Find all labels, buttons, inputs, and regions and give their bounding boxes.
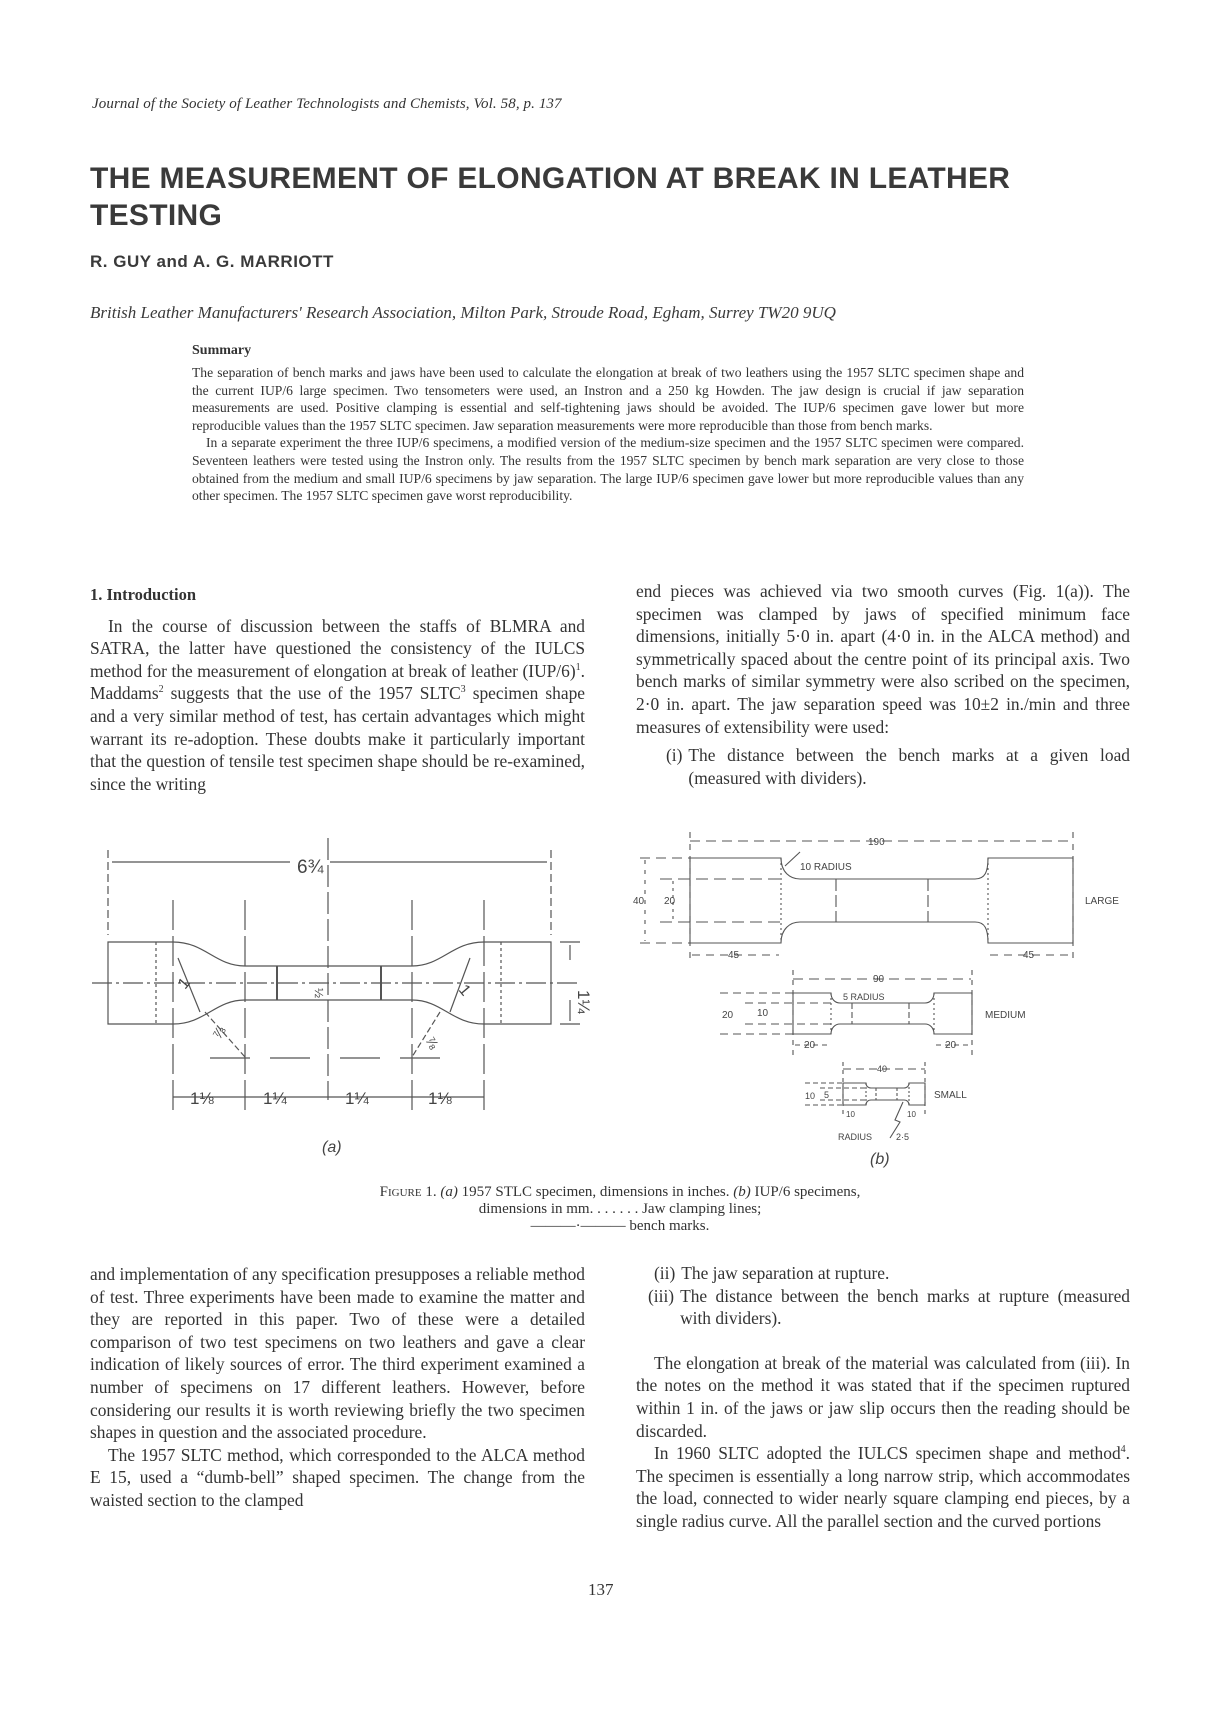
large-radius: 10 RADIUS	[800, 862, 852, 873]
figure-1a-label: (a)	[322, 1139, 342, 1156]
authors	[90, 252, 334, 272]
medium-waist: 10	[757, 1008, 769, 1019]
small-label: SMALL	[934, 1090, 967, 1101]
method-paragraph: end pieces was achieved via two smooth curves (Fig. 1(a)). The specimen was clamped by jaws of specified minimum face dimensions, initially 5·0 in. apart (4·0 in. in the ALCA method) and symmetrically spaced about the centre point of its principal axis. Two bench marks of similar symmetry were also scribed on the specimen, 2·0 in. apart. The jaw separation speed was 10±2 in./min and three measures of extensibility were used:	[636, 581, 1130, 737]
method-text: . The specimen is essentially a long narrow strip, which accommodates the load, connected to wider nearly square clamping end pieces, by a single radius curve. All the parallel section and the curved portions	[636, 1443, 1130, 1531]
author-2: A. G. MARRIOTT	[192, 252, 334, 271]
dim-segment-3: 1¼	[345, 1089, 369, 1108]
medium-length: 90	[873, 974, 885, 985]
summary	[192, 364, 1024, 505]
dim-radius-inner-right: ⅞	[422, 1033, 443, 1052]
small-width: 10	[805, 1091, 816, 1101]
small-radius-value: 2·5	[896, 1132, 910, 1142]
intro-text: In the course of discussion between the staffs of BLMRA and SATRA, the latter have questioned the consistency of the IULCS method for the measurement of elongation at break of leather (IUP/6)	[90, 615, 585, 681]
method-paragraph-2: The elongation at break of the material was calculated from (iii). In the notes on the method it was stated that if the specimen ruptured within 1 in. of the jaws or jaw slip occurs then the reading should be discarded.	[636, 1352, 1130, 1441]
intro-text: suggests that the use of the 1957 SLTC	[163, 683, 461, 704]
large-end-right: 45	[1023, 950, 1035, 961]
large-width: 40	[633, 896, 645, 907]
large-label: LARGE	[1085, 896, 1119, 907]
method-text: In 1960 SLTC adopted the IULCS specimen shape and method	[654, 1443, 1121, 1464]
left-column-top	[90, 584, 585, 795]
medium-end-right: 20	[945, 1040, 957, 1051]
figure-1b-drawing	[640, 832, 1073, 1138]
large-waist: 20	[664, 896, 676, 907]
caption-prefix: Figure 1.	[379, 1184, 437, 1200]
dim-end-width: 1¼	[574, 990, 593, 1014]
dim-segment-1: 1⅛	[190, 1089, 214, 1108]
dim-radius-outer-right: 1	[454, 981, 474, 1000]
list-item	[654, 1262, 1130, 1285]
large-length: 190	[868, 837, 885, 848]
small-end-right: 10	[907, 1110, 916, 1119]
right-column-bottom	[636, 1262, 1130, 1533]
caption-text-b: IUP/6 specimens, dimensions in mm. . . . . . . Jaw clamping lines;	[478, 1184, 861, 1217]
section-heading-introduction: 1. Introduction	[90, 585, 197, 604]
small-radius-label: RADIUS	[838, 1132, 873, 1142]
method-paragraph-3	[636, 1442, 1130, 1532]
reference-4[interactable]: 4	[1120, 1444, 1126, 1456]
large-end-left: 45	[728, 950, 740, 961]
reference-3[interactable]: 3	[460, 684, 466, 696]
dim-waist-width: ½	[312, 988, 326, 999]
list-number: (ii)	[654, 1263, 676, 1283]
intro-paragraph-2: and implementation of any specification presupposes a reliable method of test. Three experiments have been made to examine the matter and they are reported in this paper. Two of these were a detailed comparison of two test specimens on two leathers and gave a clear indication of likely sources of error. The third experiment examined a number of specimens on 17 different leathers. However, before considering our results it is worth reviewing briefly the two specimen shapes in question and the associated procedure.	[90, 1264, 585, 1443]
summary-paragraph-2: In a separate experiment the three IUP/6 specimens, a modified version of the medium-size specimen and the 1957 SLTC specimen were compared. Seventeen leathers were tested using the Instron only. The results from the 1957 SLTC specimen by bench mark separation are very close to those obtained from the medium and small IUP/6 specimens by jaw separation. The large IUP/6 specimen gave lower but more reproducible values than any other specimen. The 1957 SLTC specimen gave worst reproducibility.	[192, 435, 1024, 504]
medium-width: 20	[722, 1010, 734, 1021]
caption-text-c: ———·——— bench marks.	[530, 1218, 710, 1234]
author-1: R. GUY	[90, 252, 152, 271]
caption-tag-a: (a)	[440, 1184, 458, 1200]
small-length: 40	[877, 1064, 888, 1074]
figure-1a-labels	[175, 857, 593, 1156]
summary-heading: Summary	[192, 343, 252, 358]
medium-label: MEDIUM	[985, 1010, 1026, 1021]
dim-segment-4: 1⅛	[428, 1089, 452, 1108]
figure-caption	[360, 1184, 880, 1235]
small-waist: 5	[824, 1090, 830, 1100]
journal-header: Journal of the Society of Leather Technologists and Chemists, Vol. 58, p. 137	[92, 96, 562, 112]
list-item	[666, 744, 1130, 789]
left-column-bottom	[90, 1263, 585, 1512]
intro-text: . Maddams	[90, 660, 585, 704]
list-text: The distance between the bench marks at a given load (measured with dividers).	[688, 745, 1130, 788]
intro-text: specimen shape and a very similar method of test, has certain advantages which might warrant its re-adoption. These doubts make it particularly important that the question of tensile test specimen shape should be re-examined, since the writing	[90, 683, 585, 794]
small-end-left: 10	[846, 1110, 855, 1119]
figure-1b-label: (b)	[870, 1151, 890, 1168]
dim-segment-2: 1¼	[263, 1089, 287, 1108]
figure-1b-labels	[633, 837, 1119, 1168]
author-join: and	[156, 252, 189, 271]
figure-1a-drawing	[92, 838, 580, 1115]
article-title: THE MEASUREMENT OF ELONGATION AT BREAK IN LEATHER TESTING	[90, 162, 1011, 232]
intro-paragraph-3: The 1957 SLTC method, which corresponded to the ALCA method E 15, used a “dumb-bell” shaped specimen. The change from the waisted section to the clamped	[90, 1444, 585, 1510]
summary-paragraph-1: The separation of bench marks and jaws have been used to calculate the elongation at break of two leathers using the 1957 SLTC specimen shape and the current IUP/6 large specimen. Two tensometers were used, an Instron and a 250 kg Howden. The jaw design is crucial if jaw separation measurements are used. Positive clamping is essential and self-tightening jaws should be avoided. The IUP/6 specimen gave lower but more reproducible values than the 1957 SLTC specimen. Jaw separation measurements were more reproducible than those from bench marks.	[192, 365, 1024, 433]
dim-radius-inner-left: ⅞	[208, 1023, 229, 1042]
reference-2[interactable]: 2	[158, 684, 164, 696]
affiliation: British Leather Manufacturers' Research Association, Milton Park, Stroude Road, Egham, Surrey TW20 9UQ	[90, 303, 836, 322]
page-number: 137	[588, 1580, 614, 1599]
caption-text-a: 1957 STLC specimen, dimensions in inches.	[457, 1184, 730, 1200]
dim-overall-length: 6¾	[297, 857, 324, 878]
right-column-top	[636, 580, 1130, 789]
intro-paragraph-1	[90, 615, 585, 796]
medium-end-left: 20	[804, 1040, 816, 1051]
list-item	[648, 1285, 1130, 1330]
reference-1[interactable]: 1	[575, 661, 581, 673]
caption-tag-b: (b)	[733, 1184, 751, 1200]
list-text: The distance between the bench marks at rupture (measured with dividers).	[680, 1285, 1130, 1329]
list-number: (i)	[666, 745, 683, 766]
list-text: The jaw separation at rupture.	[681, 1263, 890, 1283]
list-number: (iii)	[648, 1285, 675, 1306]
dim-radius-outer-left: 1	[175, 974, 194, 993]
medium-radius: 5 RADIUS	[843, 992, 885, 1002]
